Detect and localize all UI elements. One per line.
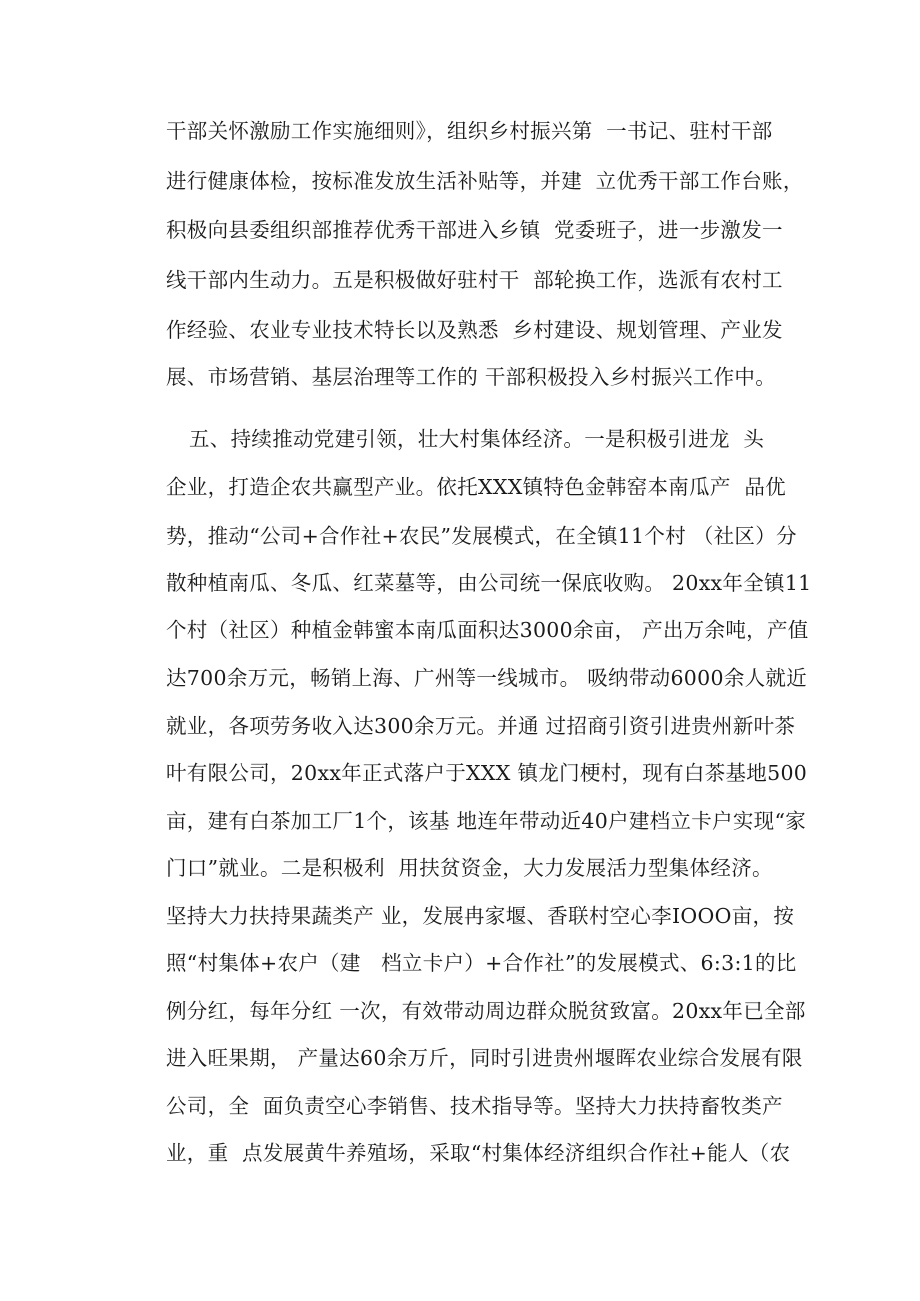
text-line: 照“村集体+农户（建 档立卡户）+合作社”的发展模式、6:3:1的比 <box>166 951 797 975</box>
text-line: 线干部内生动力。五是积极做好驻村干 部轮换工作，选派有农村工 <box>166 268 783 292</box>
text-line: 进行健康体检，按标准发放生活补贴等，并建 立优秀干部工作台账， <box>166 169 804 193</box>
text-line: 亩，建有白茶加工厂1个，该基 地连年带动近40户建档立卡户实现“家 <box>166 809 807 833</box>
text-line: 例分红，每年分红 一次，有效带动周边群众脱贫致富。20xx年已全部 <box>166 999 806 1023</box>
text-line: 散种植南瓜、冬瓜、红菜墓等，由公司统一保底收购。 20xx年全镇11 <box>166 571 812 595</box>
text-line: 积极向县委组织部推荐优秀干部进入乡镇 党委班子，进一步激发一 <box>166 218 783 242</box>
text-line: 门口”就业。二是积极利 用扶贫资金，大力发展活力型集体经济。 <box>166 856 773 880</box>
text-line: 进入旺果期， 产量达60余万斤，同时引进贵州堰晖农业综合发展有限 <box>166 1046 803 1070</box>
text-line: 干部关怀激励工作实施细则》，组织乡村振兴第 一书记、驻村干部 <box>166 119 773 143</box>
text-line: 坚持大力扶持果蔬类产 业，发展冉家堰、香联村空心李IOOO亩，按 <box>166 904 795 928</box>
text-line: 展、市场营销、基层治理等工作的 干部积极投入乡村振兴工作中。 <box>166 365 777 389</box>
text-line: 叶有限公司，20xx年正式落户于XXX 镇龙门梗村，现有白茶基地500 <box>166 761 808 785</box>
text-line: 企业，打造企农共赢型产业。依托XXX镇特色金韩窑本南瓜产 品优 <box>166 475 786 499</box>
text-line: 势，推动“公司+合作社+农民”发展模式，在全镇11个村 （社区）分 <box>166 524 797 548</box>
text-line: 公司，全 面负责空心李销售、技术指导等。坚持大力扶持畜牧类产 <box>166 1094 783 1118</box>
text-line: 业，重 点发展黄牛养殖场，采取“村集体经济组织合作社+能人（农 <box>166 1141 791 1165</box>
text-line: 个村（社区）种植金韩蜜本南瓜面积达3000余亩， 产出万余吨，产值 <box>166 618 809 642</box>
text-line: 就业，各项劳务收入达300余万元。并通 过招商引资引进贵州新叶茶 <box>166 714 796 738</box>
text-line: 达700余万元，畅销上海、广州等一线城市。 吸纳带动6000余人就近 <box>166 666 808 690</box>
paragraph-heading-line: 五、持续推动党建引领，壮大村集体经济。一是积极引进龙 头 <box>189 427 765 451</box>
text-line: 作经验、农业专业技术特长以及熟悉 乡村建设、规划管理、产业发 <box>166 318 783 342</box>
